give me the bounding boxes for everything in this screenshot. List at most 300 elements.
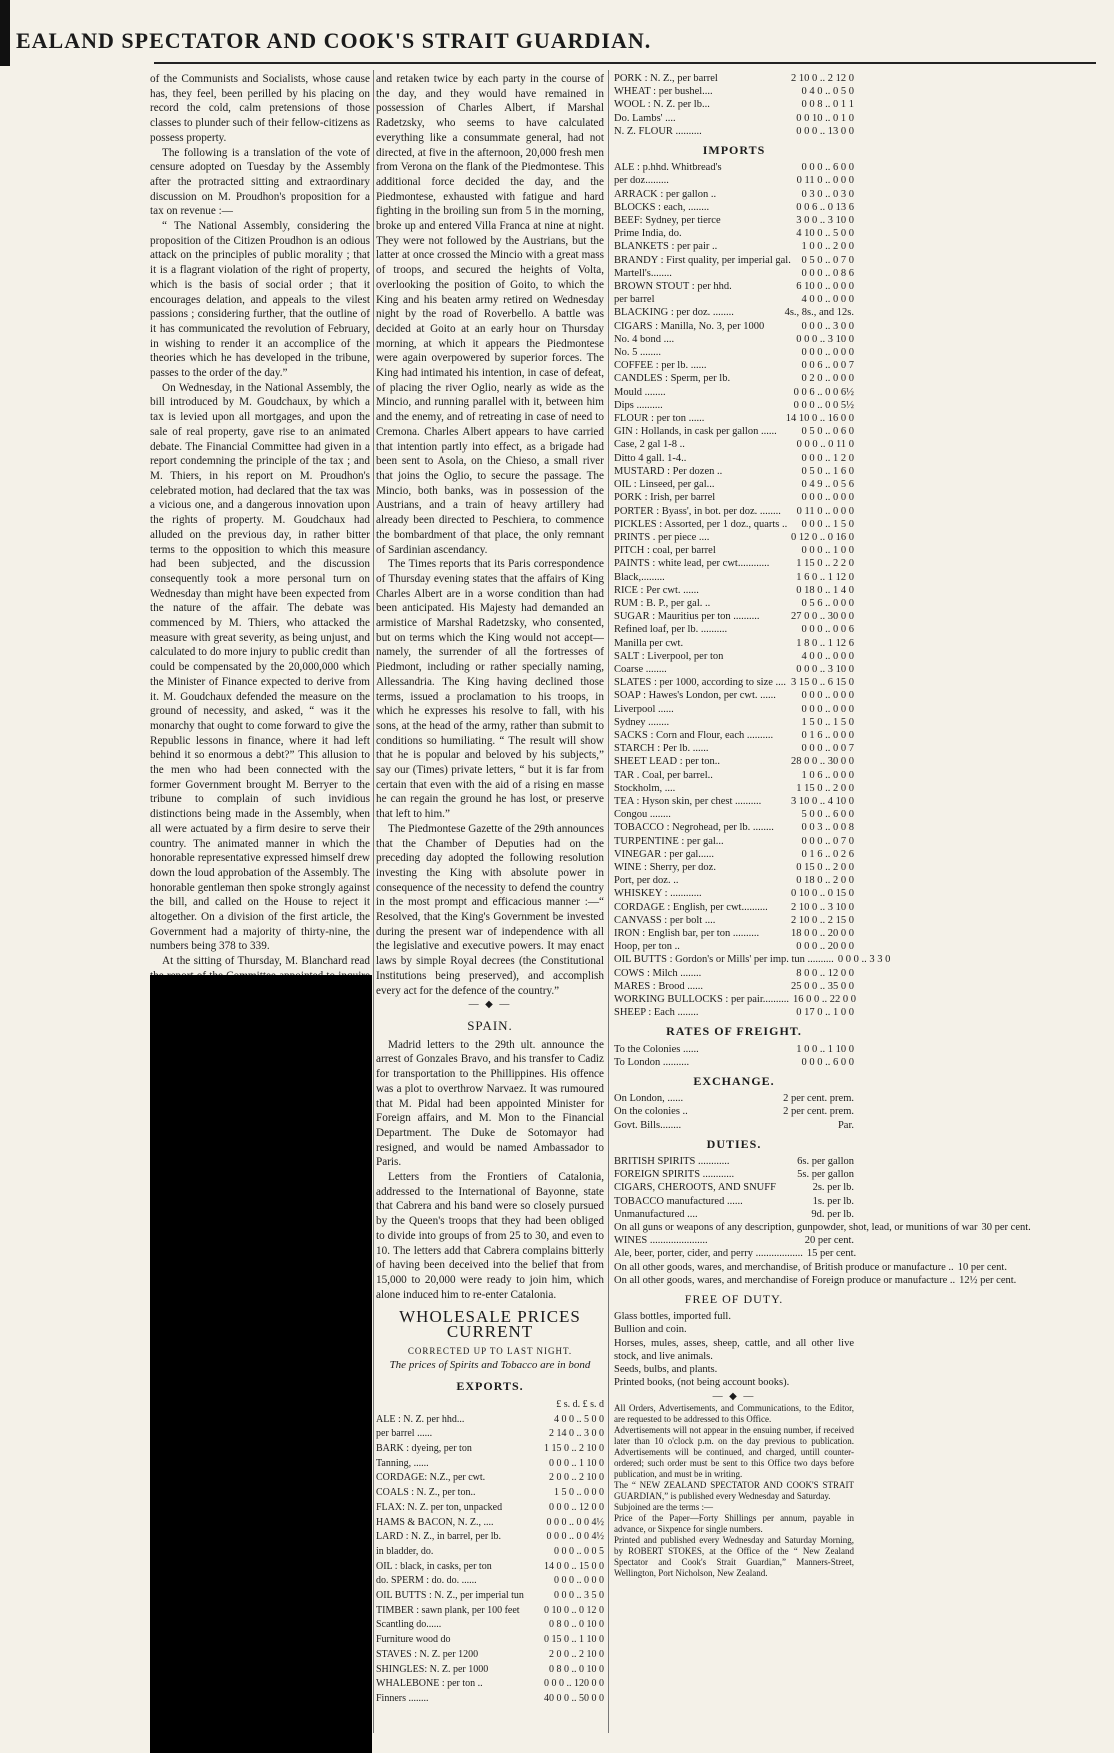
row-label: FOREIGN SPIRITS ............ [614, 1169, 735, 1181]
row-label: Scantling do...... [376, 1619, 442, 1631]
price-row [614, 914, 854, 927]
text-line: All Orders, Advertisements, and Communications, to the Editor, are requested to be addressed to this Office. [614, 1402, 854, 1424]
row-label: Coarse ........ [614, 663, 667, 675]
row-label: Mould ........ [614, 386, 666, 398]
row-value: 12½ per cent. [959, 1274, 1017, 1286]
price-row [614, 386, 854, 399]
row-value: 0 0 0 .. 120 0 0 [544, 1678, 604, 1690]
exchange-table [614, 1092, 854, 1132]
row-label: Do. Lambs' .... [614, 112, 676, 124]
price-row [614, 465, 854, 478]
row-label: HAMS & BACON, N. Z., .... [376, 1516, 494, 1528]
price-row [614, 1221, 1031, 1234]
row-value: 16 0 0 .. 22 0 0 [792, 994, 856, 1006]
row-value: 0 0 6 .. 0 0 7 [801, 360, 854, 372]
row-value: 1 15 0 .. 2 0 0 [796, 782, 854, 794]
row-value: 2 0 0 .. 2 10 0 [549, 1648, 604, 1660]
paragraph: Madrid letters to the 29th ult. announce the arrest of Gonzales Bravo, and his transfer to Cadiz for transportation to the Phillippines. His offence was a plot to overthrow Narvaez. It was rumoured that M. Pidal had been appointed Minister for Foreign affairs, and M. Mon to the Financial Department. The Duke de Sotomayor had resigned, and would be named Ambassador to Paris. [376, 1038, 604, 1169]
price-row [614, 85, 854, 98]
row-label: PITCH : coal, per barrel [614, 545, 716, 557]
price-row [614, 1092, 854, 1105]
price-row [614, 610, 854, 623]
price-row [614, 795, 854, 808]
row-label: BLANKETS : per pair .. [614, 241, 718, 253]
row-value: 0 1 6 .. 0 2 6 [801, 848, 854, 860]
price-row [614, 1208, 854, 1221]
row-label: To the Colonies ...... [614, 1043, 699, 1055]
row-label: Refined loaf, per lb. .......... [614, 624, 728, 636]
row-label: N. Z. FLOUR .......... [614, 125, 702, 137]
row-value: 0 18 0 .. 2 0 0 [796, 875, 854, 887]
row-label: PICKLES : Assorted, per 1 doz., quarts .. [614, 518, 788, 530]
row-label: MARES : Brood ...... [614, 980, 703, 992]
row-label: COFFEE : per lb. ...... [614, 360, 707, 372]
row-value: 0 17 0 .. 1 0 0 [796, 1007, 854, 1019]
row-value: 2 14 0 .. 3 0 0 [549, 1428, 604, 1440]
row-value: 3 15 0 .. 6 15 0 [791, 677, 854, 689]
price-row [614, 755, 854, 768]
row-value: 4 0 0 .. 0 0 0 [801, 650, 854, 662]
price-row [614, 98, 854, 111]
price-row [614, 1119, 854, 1132]
price-row [614, 346, 854, 359]
row-label: OIL BUTTS : N. Z., per imperial tun [376, 1590, 524, 1602]
row-label: TEA : Hyson skin, per chest .......... [614, 795, 762, 807]
price-row [614, 1274, 1017, 1287]
row-value: 2s. per lb. [812, 1182, 854, 1194]
row-label: WHALEBONE : per ton .. [376, 1678, 483, 1690]
row-value: 0 0 0 .. 0 8 6 [801, 267, 854, 279]
row-label: TURPENTINE : per gal... [614, 835, 724, 847]
price-row [614, 267, 854, 280]
text-line: The “ NEW ZEALAND SPECTATOR AND COOK'S STRAIT GUARDIAN,” is published every Wednesday and Saturday. [614, 1479, 854, 1501]
price-row [376, 1427, 604, 1442]
text-line: Bullion and coin. [614, 1324, 687, 1336]
row-label: BLACKING : per doz. ........ [614, 307, 734, 319]
row-value: 18 0 0 .. 20 0 0 [791, 928, 854, 939]
row-label: do. SPERM : do. do. ...... [376, 1575, 477, 1587]
price-row [614, 174, 854, 187]
row-value: 0 0 0 .. 1 2 0 [801, 452, 854, 464]
price-row [614, 478, 854, 491]
row-value: 0 18 0 .. 1 4 0 [796, 584, 854, 596]
row-label: To London .......... [614, 1056, 690, 1068]
row-value: 0 1 6 .. 0 0 0 [801, 729, 854, 741]
free-heading: FREE OF DUTY. [684, 1292, 784, 1307]
row-label: On all guns or weapons of any description, gunpowder, shot, lead, or munitions of war [614, 1222, 978, 1234]
text-line: Printed books, (not being account books). [614, 1377, 790, 1389]
row-label: CANDLES : Sperm, per lb. [614, 373, 731, 385]
row-label: Martell's........ [614, 267, 672, 279]
row-label: TAR . Coal, per barrel.. [614, 769, 713, 781]
row-value: 1 0 6 .. 0 0 0 [801, 769, 854, 781]
row-label: LARD : N. Z., in barrel, per lb. [376, 1531, 501, 1543]
row-value: 0 0 0 .. 0 0 5½ [793, 399, 854, 411]
price-row [376, 1648, 604, 1663]
exports-table [376, 1413, 604, 1707]
price-row [614, 1261, 1007, 1274]
row-value: 0 0 0 .. 0 0 0 [801, 690, 854, 702]
row-label: On all other goods, wares, and merchandise of Foreign produce or manufacture .. [614, 1274, 956, 1286]
paragraph: At the sitting of Thursday, M. Blanchard read [162, 955, 370, 968]
price-row [376, 1545, 604, 1560]
paragraph: The following is a translation of the vote of censure adopted on Tuesday by the Assembly after the protracted sitting and extraordinary discussion on M. Proudhon's proposition for a tax on revenue :— [150, 146, 370, 218]
row-value: Par. [837, 1119, 854, 1131]
text-line: Printed and published every Wednesday and Saturday Morning, by ROBERT STOKES, at the Office of the “ New Zealand Spectator and Cook's Strait Guardian,” Manners-Street, Wellington, Port Nicholson, New Zealand. [614, 1534, 854, 1578]
row-value: 20 per cent. [804, 1235, 854, 1247]
column-2 [376, 72, 604, 1707]
row-value: 4 0 0 .. 0 0 0 [801, 294, 854, 306]
row-value: 2 0 0 .. 2 10 0 [549, 1472, 604, 1484]
price-row [614, 188, 854, 201]
row-value: 6s. per gallon [797, 1156, 854, 1168]
row-label: Finners ........ [376, 1692, 429, 1704]
redaction-block [150, 975, 372, 1753]
row-value: 0 0 0 .. 3 0 0 [801, 320, 854, 332]
row-value: 30 per cent. [981, 1222, 1031, 1234]
text-line: Horses, mules, asses, sheep, cattle, and all other live stock, and live animals. [614, 1337, 854, 1362]
imports-heading: IMPORTS [702, 143, 766, 158]
row-label: BRANDY : First quality, per imperial gal. [614, 254, 791, 266]
price-row [614, 597, 854, 610]
row-label: PRINTS . per piece .... [614, 531, 710, 543]
exports-columns: £ s. d. £ s. d [556, 1398, 604, 1410]
row-value: 14 10 0 .. 16 0 0 [785, 413, 854, 425]
row-value: 0 5 0 .. 1 6 0 [801, 465, 854, 477]
row-label: WHISKEY : ............ [614, 888, 702, 900]
row-label: ALE : N. Z. per hhd... [376, 1413, 465, 1425]
price-row [376, 1618, 604, 1633]
row-label: Case, 2 gal 1-8 .. [614, 439, 685, 451]
row-label: MUSTARD : Per dozen .. [614, 465, 723, 477]
price-row [614, 676, 854, 689]
price-row [614, 452, 854, 465]
row-value: 0 0 0 .. 0 0 0 [801, 703, 854, 715]
row-label: No. 5 ........ [614, 347, 661, 359]
price-row [614, 227, 854, 240]
price-row [614, 1006, 854, 1019]
publisher-notice [614, 1403, 854, 1579]
row-label: Govt. Bills........ [614, 1119, 682, 1131]
row-label: per barrel ...... [376, 1428, 433, 1440]
row-label: SHEET LEAD : per ton.. [614, 756, 720, 768]
row-label: STAVES : N. Z. per 1200 [376, 1648, 479, 1660]
row-value: 0 8 0 .. 0 10 0 [549, 1663, 604, 1675]
row-value: 0 5 0 .. 0 7 0 [801, 254, 854, 266]
price-row [614, 742, 854, 755]
row-label: SHEEP : Each ........ [614, 1007, 699, 1019]
price-row [614, 293, 854, 306]
row-value: 1 6 0 .. 1 12 0 [796, 571, 854, 583]
prices-subheading: CORRECTED UP TO LAST NIGHT. [407, 1345, 573, 1356]
row-value: 1 0 0 .. 1 10 0 [796, 1043, 854, 1055]
row-value: 0 5 6 .. 0 0 0 [801, 597, 854, 609]
row-value: 4 0 0 .. 5 0 0 [554, 1413, 604, 1425]
row-label: On London, ...... [614, 1093, 684, 1105]
row-value: 2 per cent. prem. [783, 1106, 854, 1118]
exports-heading: EXPORTS. [456, 1379, 524, 1394]
paragraph: “ The National Assembly, considering the proposition of the Citizen Proudhon is an odious attack on the principles of public morality ; that it is a flagrant violation of the right of property, which is the basis of social order ; that it encourages delation, and appeals to the vilest passions ; considering further, that the outline of it has communicated the revolution of February, in wishing to render it an accomplice of the theories which he has developed in the tribune, passes to the order of the day.” [150, 220, 370, 380]
row-label: CANVASS : per bolt .... [614, 914, 716, 926]
price-row [614, 438, 854, 451]
column-1 [150, 72, 370, 1116]
row-value: 2 10 0 .. 2 15 0 [791, 914, 854, 926]
row-label: Ale, beer, porter, cider, and perry .................. [614, 1248, 803, 1260]
price-row [614, 993, 854, 1006]
row-value: 0 0 3 .. 0 0 8 [801, 822, 854, 834]
row-value: 0 0 0 .. 0 0 4½ [546, 1531, 604, 1543]
price-row [614, 1234, 854, 1247]
row-label: FLOUR : per ton ...... [614, 413, 705, 425]
price-row [376, 1530, 604, 1545]
row-label: CORDAGE : English, per cwt.......... [614, 901, 768, 913]
row-value: 0 0 0 .. 12 0 0 [549, 1501, 604, 1513]
row-label: Manilla per cwt. [614, 637, 684, 649]
row-value: 0 8 0 .. 0 10 0 [549, 1619, 604, 1631]
row-label: SALT : Liverpool, per ton [614, 650, 724, 662]
price-row [614, 980, 854, 993]
row-label: PORK : N. Z., per barrel [614, 73, 718, 84]
row-value: 0 0 0 .. 0 0 0 [554, 1575, 604, 1587]
row-label: in bladder, do. [376, 1545, 434, 1557]
row-value: 4 10 0 .. 5 0 0 [796, 228, 854, 240]
row-label: WINE : Sherry, per doz. [614, 861, 716, 873]
row-value: 0 3 0 .. 0 3 0 [801, 188, 854, 200]
price-row [614, 306, 854, 319]
price-row [376, 1692, 604, 1707]
price-row [614, 703, 854, 716]
price-row [614, 372, 854, 385]
paragraph: of the Communists and Socialists, whose cause has, they feel, been perilled by his placing on record the cold, calm pretensions of those classes to plunder such of their fellow-citizens as possess property. [150, 73, 370, 144]
row-label: CIGARS : Manilla, No. 3, per 1000 [614, 320, 765, 332]
row-value: 0 12 0 .. 0 16 0 [791, 531, 854, 543]
row-value: 0 0 0 .. 20 0 0 [796, 941, 854, 953]
price-row [614, 782, 854, 795]
row-value: 4s., 8s., and 12s. [784, 307, 854, 319]
row-label: Unmanufactured .... [614, 1208, 698, 1220]
price-row [614, 505, 854, 518]
row-value: 0 0 0 .. 3 3 0 [837, 954, 891, 966]
row-label: OIL : black, in casks, per ton [376, 1560, 492, 1572]
price-row [614, 425, 854, 438]
section-divider: — ◆ — [712, 1390, 756, 1402]
row-label: ALE : p.hhd. Whitbread's [614, 162, 722, 174]
price-row [614, 953, 891, 966]
row-value: 0 0 0 .. 0 0 5 [554, 1545, 604, 1557]
newspaper-title: EALAND SPECTATOR AND COOK'S STRAIT GUARDIAN. [16, 28, 652, 53]
row-label: TOBACCO : Negrohead, per lb. ........ [614, 822, 774, 834]
prices-note: The prices of Spirits and Tobacco are in bond [389, 1359, 591, 1372]
row-label: SHINGLES: N. Z. per 1000 [376, 1663, 489, 1675]
row-label: IRON : English bar, per ton .......... [614, 928, 760, 939]
row-label: BLOCKS : each, ........ [614, 201, 710, 213]
row-label: TIMBER : sawn plank, per 100 feet [376, 1604, 520, 1616]
price-row [614, 254, 854, 267]
row-label: CORDAGE: N.Z., per cwt. [376, 1472, 486, 1484]
free-of-duty-list [614, 1310, 854, 1389]
row-value: 10 per cent. [957, 1261, 1007, 1273]
price-row [376, 1442, 604, 1457]
price-row [614, 729, 854, 742]
row-value: 0 0 0 .. 0 0 0 [801, 492, 854, 504]
row-value: 0 0 6 .. 0 0 6½ [793, 386, 854, 398]
row-value: 8 0 0 .. 12 0 0 [796, 967, 854, 979]
price-row [614, 1105, 854, 1118]
row-label: On the colonies .. [614, 1106, 688, 1118]
row-value: 0 0 0 .. 0 0 4½ [546, 1516, 604, 1528]
row-label: WOOL : N. Z. per lb... [614, 99, 710, 111]
price-row [614, 1043, 854, 1056]
price-row [614, 861, 854, 874]
row-label: COALS : N. Z., per ton.. [376, 1487, 476, 1499]
paragraph: and retaken twice by each party in the course of the day, and they would have remained in possession of Charles Albert, if Marshal Radetzsky, who seems to have calculated everything like a consummate general, had not directed, at five in the afternoon, 20,000 fresh men from Verona on the flank of the Piedmontese. This additional force decided the day, and the Piedmontese, exhausted with fatigue and hard fighting in the broiling sun from 5 in the morning, broke up and entered Villa Franca at nine at night. They were not followed by the Austrians, but the latter at once crossed the Mincio with a great mass of troops, and secured the heights of Volta, overlooking the position of Goito, to which the King and his beaten army retired on Wednesday night by the road of Roverbello. A battle was decided at Goito at an early hour on Thursday morning, at which it appears the Piedmontese were again overpowered by superior forces. The King had intimated his intention, in case of defeat, of placing the river Oglio, nearly as wide as the Mincio, and running parallel with it, between him and the enemy, and of retreating in case of need to Cremona. Charles Albert appears to have carried that intention partly into effect, as a brigade had been sent to Asola, on the Chieso, a small river that joins the Oglio, to secure the passage. The Mincio, both banks, was in possession of the Austrians, and a train of heavy artillery had already been directed to Peschiera, to commence the bombardment of that place, the only remnant of Sardinian ascendancy. [376, 73, 604, 556]
row-value: 0 15 0 .. 2 0 0 [796, 861, 854, 873]
row-label: Congou ........ [614, 809, 671, 821]
row-value: 0 0 0 .. 6 0 0 [801, 162, 854, 174]
price-row [614, 663, 854, 676]
price-row [376, 1501, 604, 1516]
row-value: 0 0 0 .. 1 0 0 [801, 545, 854, 557]
price-row [614, 531, 854, 544]
row-value: 9d. per lb. [811, 1208, 854, 1220]
price-row [614, 72, 854, 85]
price-row [614, 716, 854, 729]
price-row [614, 412, 854, 425]
row-value: 0 10 0 .. 0 12 0 [544, 1604, 604, 1616]
row-label: WHEAT : per bushel.... [614, 86, 713, 98]
row-label: RICE : Per cwt. ...... [614, 584, 699, 596]
row-value: 0 0 0 .. 0 0 6 [801, 624, 854, 636]
section-divider: — ◆ — [468, 999, 512, 1011]
price-row [614, 1195, 854, 1208]
price-row [376, 1677, 604, 1692]
row-label: SUGAR : Mauritius per ton .......... [614, 611, 760, 623]
row-label: Hoop, per ton .. [614, 941, 680, 953]
row-label: per doz......... [614, 175, 669, 187]
row-label: per barrel [614, 294, 655, 306]
price-row [614, 333, 854, 346]
price-row [376, 1457, 604, 1472]
row-value: 14 0 0 .. 15 0 0 [544, 1560, 604, 1572]
row-value: 0 0 0 .. 1 10 0 [549, 1457, 604, 1469]
row-label: FLAX: N. Z. per ton, unpacked [376, 1501, 503, 1513]
price-row [614, 161, 854, 174]
freight-table [614, 1043, 854, 1069]
price-row [614, 835, 854, 848]
row-value: 28 0 0 .. 30 0 0 [791, 756, 854, 768]
paragraph: The Times reports that its Paris correspondence of Thursday evening states that the affairs of King Charles Albert are in a worse condition than had been anticipated. His Majesty had demanded an armistice of Marshal Radetzsky, who consented, but on terms which the King would not accept—namely, the surrender of all the fortresses of Piedmont, including or rather specially naming, Allessandria. The King having declined those terms, issued a proclamation to his troops, in which he expresses his resolve to fall, with his sons, at the head of the army, rather than submit to conditions so humiliating. “ The result will show that he is popular and beloved by his subjects,” say our (Times) private letters, “ but it is far from certain that even with the aid of a rising en masse he can regain the ground he has lost, or preserve that left to him.” [376, 558, 604, 821]
price-row [376, 1471, 604, 1486]
price-row [376, 1589, 604, 1604]
row-label: BROWN STOUT : per hhd. [614, 281, 732, 293]
row-value: 0 0 0 .. 3 5 0 [554, 1590, 604, 1602]
price-row [614, 1155, 854, 1168]
row-value: 1 5 0 .. 0 0 0 [554, 1487, 604, 1499]
price-row [614, 240, 854, 253]
price-row [376, 1516, 604, 1531]
row-label: OIL : Linseed, per gal... [614, 479, 715, 491]
row-value: 6 10 0 .. 0 0 0 [796, 281, 854, 293]
text-line: Seeds, bulbs, and plants. [614, 1364, 718, 1376]
row-value: 0 11 0 .. 0 0 0 [796, 505, 854, 517]
price-row [614, 201, 854, 214]
price-row [614, 518, 854, 531]
row-label: Ditto 4 gall. 1-4.. [614, 452, 687, 464]
row-label: Port, per doz. .. [614, 875, 679, 887]
row-label: VINEGAR : per gal...... [614, 848, 715, 860]
row-label: GIN : Hollands, in cask per gallon ...... [614, 426, 777, 438]
row-label: CIGARS, CHEROOTS, AND SNUFF [614, 1182, 776, 1194]
price-row [614, 125, 854, 138]
row-label: BEEF: Sydney, per tierce [614, 215, 721, 227]
row-label: PAINTS : white lead, per cwt............ [614, 558, 770, 570]
price-row [614, 821, 854, 834]
price-row [614, 1168, 854, 1181]
price-row [614, 1056, 854, 1069]
row-value: 0 4 9 .. 0 5 6 [801, 479, 854, 491]
price-row [376, 1574, 604, 1589]
price-row [614, 359, 854, 372]
price-row [614, 967, 854, 980]
text-line: Advertisements will not appear in the ensuing number, if received later than 10 o'clock p.m. on the day previous to publication. Advertisements will be continued, and charged, untill counter-ordered; such order must be sent to this Office two days before publication, and must be in writing. [614, 1424, 854, 1479]
row-value: 2 10 0 .. 2 12 0 [791, 73, 854, 84]
row-label: BARK : dyeing, per ton [376, 1442, 472, 1454]
row-label: COWS : Milch ........ [614, 967, 702, 979]
row-value: 0 4 0 .. 0 5 0 [801, 86, 854, 98]
row-label: ARRACK : per gallon .. [614, 188, 717, 200]
row-value: 0 0 0 .. 0 11 0 [796, 439, 854, 451]
row-label: Prime India, do. [614, 228, 682, 240]
row-value: 0 10 0 .. 0 15 0 [791, 888, 854, 900]
price-row [614, 1247, 857, 1260]
exchange-heading: EXCHANGE. [693, 1074, 775, 1089]
text-line: Glass bottles, imported full. [614, 1311, 731, 1323]
imports-table [614, 161, 891, 1019]
paragraph: On Wednesday, in the National Assembly, the bill introduced by M. Goudchaux, by which a tax is levied upon all mortgages, and upon the sale of real property, gave rise to an animated debate. The Financial Committee had given in a report condemning the principle of the tax ; and M. Thiers, in his report on M. Proudhon's celebrated motion, had declared that the tax was a vicious one, and a dangerous innovation upon the rights of property. M. Goudchaux had alluded on the previous day, in rather bitter terms to the opposition to which this measure had been subjected, and the discussion consequently took a more personal turn on Wednesday than might have been expected from the nature of the affair. The debate was commenced by M. Thiers, who attacked the measure with great severity, as being unjust, and calculated to do more injury to public credit than could be compensated by the 20,000,000 which the Minister of Finance expected to derive from it. M. Goudchaux defended the measure on the ground of necessity, and asked, “ was it the monarchy that ought to come forward to give the Republic lessons in finance, where it had left behind it so enormous a debt?” This allusion to the men who had been connected with the former Government brought M. Berryer to the tribune to complain of such invidious distinctions being made in the Assembly, when all were actuated by a firm desire to serve their country. The animated manner in which the honorable representative expressed himself drew down the loud approbation of the Assembly. The honorable gentleman then spoke strongly against the bill, and called on the House to reject it altogether. On a division of the first article, the Government had a majority of thirty-nine, the numbers being 378 to 339. [150, 381, 370, 953]
prices-top-table [614, 72, 854, 138]
price-row [614, 808, 854, 821]
paragraph: Letters from the Frontiers of Catalonia, addressed to the International of Bayonne, state that Cabrera and his band were so closely pursued by the Queen's troops that they had been obliged to divide into groups of from 25 to 30, and even to 10. The letters add that Cabrera complains bitterly of having been deceived into the belief that from 15,000 to 20,000 were ready to join him, which alone induced him to re-enter Catalonia. [376, 1171, 604, 1301]
row-value: 0 0 0 .. 1 5 0 [801, 518, 854, 530]
masthead [0, 0, 1114, 62]
price-row [614, 214, 854, 227]
column-3 [614, 72, 1031, 1579]
row-label: Furniture wood do [376, 1634, 451, 1646]
row-value: 0 0 0 .. 0 0 7 [801, 743, 854, 755]
price-row [614, 637, 854, 650]
price-row [614, 623, 854, 636]
row-value: 1s. per lb. [812, 1195, 854, 1207]
row-value: 40 0 0 .. 50 0 0 [544, 1692, 604, 1704]
row-value: 15 per cent. [806, 1248, 857, 1260]
row-label: BRITISH SPIRITS ............ [614, 1156, 730, 1168]
row-label: WORKING BULLOCKS : per pair.......... [614, 994, 789, 1006]
row-value: 5 0 0 .. 6 0 0 [801, 809, 854, 821]
row-label: SACKS : Corn and Flour, each .......... [614, 729, 774, 741]
row-value: 1 8 0 .. 1 12 6 [796, 637, 854, 649]
text-line: Subjoined are the terms :— [614, 1501, 713, 1512]
column-rule [373, 70, 374, 1733]
duties-table [614, 1155, 1031, 1287]
price-row [614, 544, 854, 557]
row-label: TOBACCO manufactured ...... [614, 1195, 743, 1207]
row-value: 1 15 0 .. 2 2 0 [796, 558, 854, 570]
row-value: 0 0 10 .. 0 1 0 [796, 112, 854, 124]
row-value: 0 0 0 .. 13 0 0 [796, 125, 854, 137]
price-row [614, 769, 854, 782]
row-value: 1 0 0 .. 2 0 0 [801, 241, 854, 253]
row-label: SLATES : per 1000, according to size .... [614, 677, 787, 689]
